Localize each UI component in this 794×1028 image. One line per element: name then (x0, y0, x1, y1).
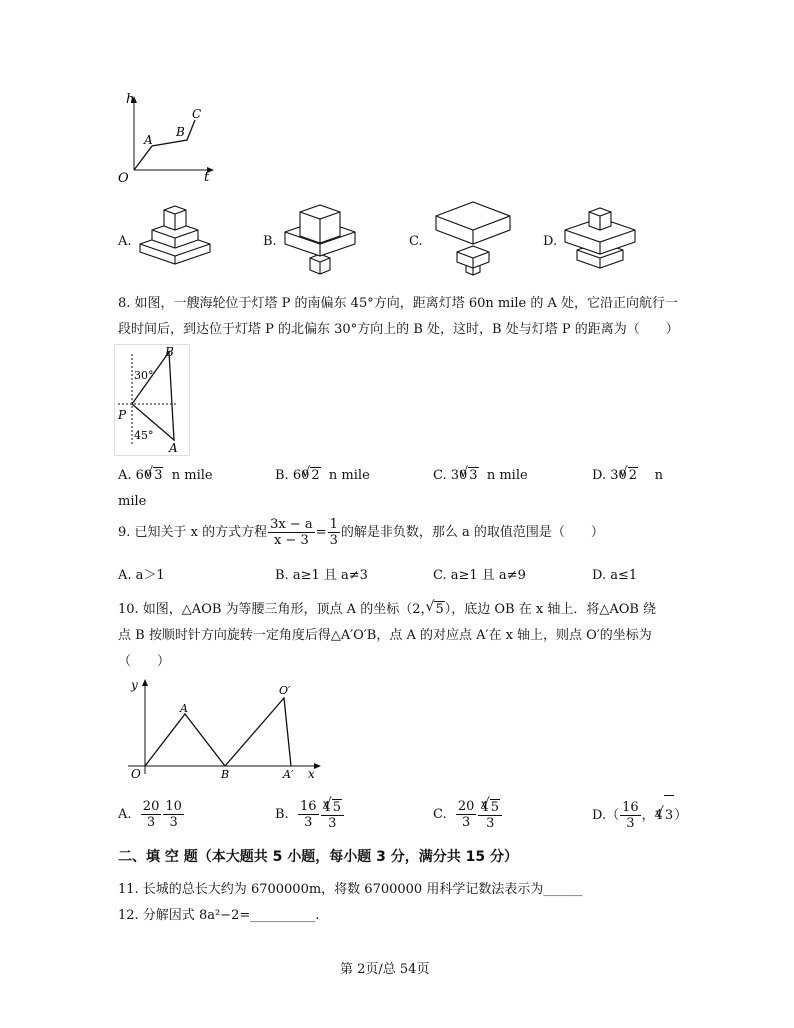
point-label-a: A (144, 133, 153, 147)
q9-option-b: B. a≥1 且 a≠3 (275, 568, 368, 583)
q10-option-b: B. $\frac{16}{3}$ $\frac{4√ 5}{3}$ (275, 795, 345, 837)
q8-text-line2: 段时间后，到达位于灯塔 P 的北偏东 30°方向上的 B 处，这时，B 处与灯塔 P 的距离为（ ） (118, 322, 679, 337)
lighthouse-diagram (114, 344, 190, 456)
q10-text-line1: 10. 如图，△AOB 为等腰三角形，顶点 A 的坐标（2，√ 5），底边 OB 在 x 轴上．将△AOB 绕 (118, 601, 656, 618)
angle-label-30: 30° (134, 369, 154, 382)
solid-option-a (138, 200, 213, 280)
point-label-b: B (176, 125, 185, 139)
axis-label-x: x (308, 767, 315, 781)
q7-option-d-label: D. (543, 234, 558, 249)
q8-option-d-wrap: mile (118, 494, 147, 509)
angle-label-45: 45° (134, 429, 154, 442)
axis-label-h: h (126, 92, 135, 107)
q12-text: 12. 分解因式 8a²−2=__________. (118, 908, 320, 923)
q7-option-b-label: B. (263, 234, 277, 249)
q10-option-d: D.（ $\frac{16}{3}$ ，4√ 3） (592, 795, 687, 837)
q9-option-c: C. a≥1 且 a≠9 (433, 568, 526, 583)
point-label-a-prime: A′ (283, 768, 294, 781)
point-label-b: B (221, 768, 230, 781)
point-label-a: A (180, 702, 188, 715)
axis-label-t: t (204, 170, 210, 183)
q8-option-c: C. 30√ 3 n mile (433, 467, 528, 484)
page-number: 第 2页/总 54页 (340, 962, 430, 977)
q7-option-c-label: C. (409, 234, 423, 249)
solid-option-c (433, 196, 515, 280)
q8-text-line1: 8. 如图，一艘海轮位于灯塔 P 的南偏东 45°方向，距离灯塔 60n mile 的 A 处，它沿正向航行一 (118, 296, 679, 311)
q9-option-d: D. a≤1 (592, 568, 638, 583)
axis-label-y: y (131, 678, 138, 692)
q10-text-line3: （ ） (118, 654, 171, 669)
diagram-label-b: B (165, 345, 174, 359)
q10-option-c: C. $\frac{20}{3}$ $\frac{4√ 5}{3}$ (433, 795, 503, 837)
height-time-graph (112, 88, 222, 183)
q8-option-d: D. 30√ 2 n (592, 467, 663, 484)
q7-option-a-label: A. (118, 234, 132, 249)
q11-text: 11. 长城的总长大约为 6700000m，将数 6700000 用科学记数法表示为______ (118, 882, 583, 897)
solid-option-b (282, 200, 360, 280)
point-label-c: C (192, 107, 202, 121)
diagram-label-p: P (118, 408, 127, 422)
q9-option-a: A. a＞1 (118, 568, 165, 583)
q10-option-a: A. $\frac{20}{3}$ $\frac{10}{3}$ (118, 799, 182, 830)
rotation-diagram (118, 674, 328, 784)
q8-option-a: A. 60√ 3 n mile (118, 467, 213, 484)
origin-label: O (118, 171, 129, 183)
q8-option-b: B. 60√ 2 n mile (275, 467, 370, 484)
point-label-o-prime: O′ (279, 684, 291, 697)
q9-stem: 9. 已知关于 x 的方式方程 $\frac{3x - a}{x - 3}$ = $\frac{1}{3}$ 的解是非负数，那么 a 的取值范围是（ ） (118, 517, 604, 548)
diagram-label-a: A (169, 441, 178, 455)
q10-text-line2: 点 B 按顺时针方向旋转一定角度后得△A′O′B，点 A 的对应点 A′在 x 轴上，则点 O′的坐标为 (118, 628, 652, 643)
solid-option-d (562, 200, 640, 280)
section-2-title: 二、填 空 题（本大题共 5 小题，每小题 3 分，满分共 15 分） (118, 849, 518, 865)
origin-label-o: O (131, 767, 141, 781)
